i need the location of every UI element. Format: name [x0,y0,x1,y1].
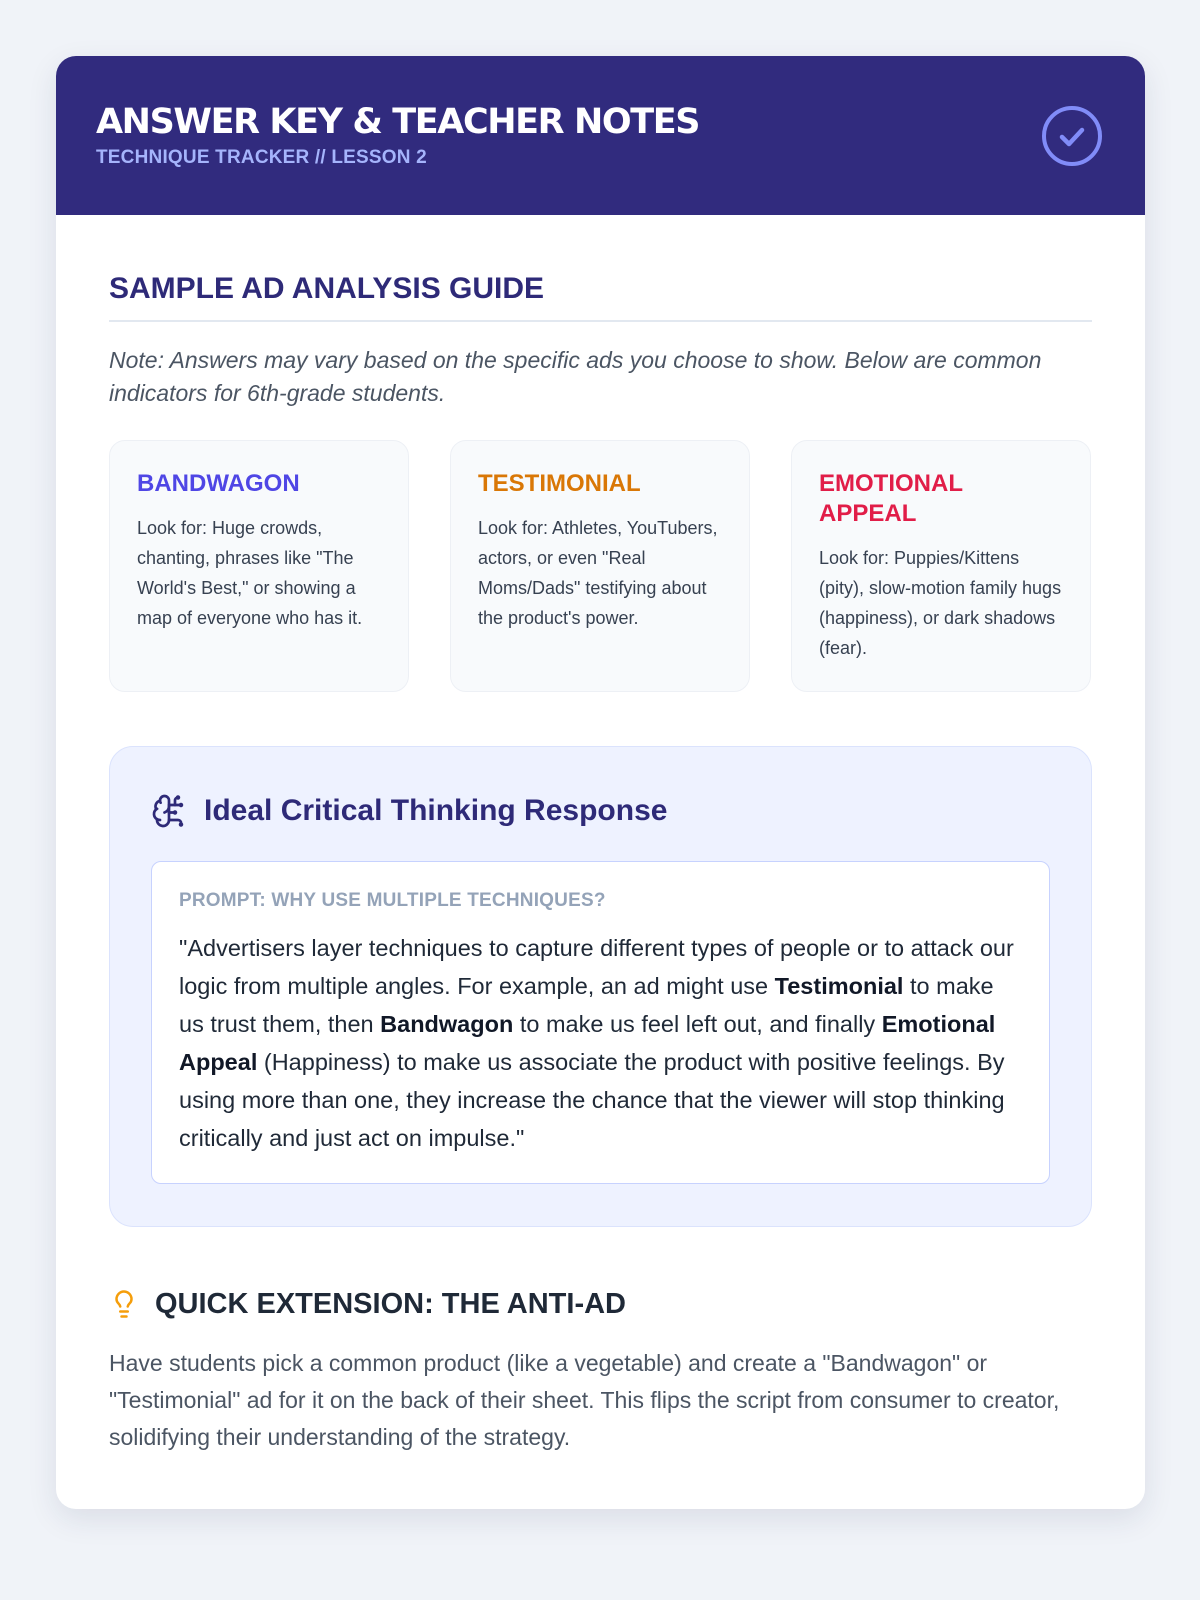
response-bold-bandwagon: Bandwagon [380,1011,514,1037]
extension-title: QUICK EXTENSION: THE ANTI-AD [155,1287,626,1320]
prompt-label: PROMPT: WHY USE MULTIPLE TECHNIQUES? [179,890,606,911]
brain-icon [151,793,187,829]
technique-name: EMOTIONAL APPEAL [819,470,963,527]
card-body [56,215,1145,1456]
ideal-response-text [179,929,1022,1157]
response-text-segment: (Happiness) to make us associate the product with positive feelings. By using more than one, they increase the chance that the viewer will stop thinking critically and just act on impulse." [179,1049,1005,1151]
technique-description: Look for: Puppies/Kittens (pity), slow-motion family hugs (happiness), or dark shadows (fear). [819,548,1062,658]
technique-card-emotional-appeal [791,440,1091,692]
section-title: SAMPLE AD ANALYSIS GUIDE [109,272,1092,322]
technique-card-testimonial [450,440,750,692]
response-bold-emotional-appeal: Emotional Appeal [179,1011,996,1075]
technique-name: BANDWAGON [137,470,300,497]
response-text-segment: to make us feel left out, and finally [513,1011,882,1037]
response-bold-testimonial: Testimonial [774,973,904,999]
extension-heading [109,1287,1092,1321]
card-header [56,56,1145,215]
technique-card-bandwagon [109,440,409,692]
lightbulb-icon [109,1287,139,1321]
technique-description: Look for: Athletes, YouTubers, actors, or even "Real Moms/Dads" testifying about the product's power. [478,518,718,628]
response-title: Ideal Critical Thinking Response [204,794,668,827]
prompt-box [151,861,1050,1184]
response-text-segment: "Advertisers layer techniques to capture different types of people or to attack our logic from multiple angles. For example, an ad might use [179,935,1014,999]
technique-name: TESTIMONIAL [478,470,641,497]
response-heading [151,791,1050,831]
response-text-segment: to make us trust them, then [179,973,994,1037]
guide-note: Note: Answers may vary based on the specific ads you choose to show. Below are common indicators for 6th-grade students. [109,347,1042,406]
check-circle-icon [1041,105,1103,167]
extension-text: Have students pick a common product (like a vegetable) and create a "Bandwagon" or "Testimonial" ad for it on the back of their sheet. This flips the script from consumer to creator, solidifying their understanding of the strategy. [109,1350,1060,1450]
technique-description: Look for: Huge crowds, chanting, phrases like "The World's Best," or showing a map of everyone who has it. [137,518,363,628]
technique-grid [109,440,1092,692]
page-title: ANSWER KEY & TEACHER NOTES [96,102,700,142]
critical-thinking-panel [109,746,1092,1227]
page-subtitle: TECHNIQUE TRACKER // LESSON 2 [96,147,427,168]
answer-key-card [56,56,1145,1509]
